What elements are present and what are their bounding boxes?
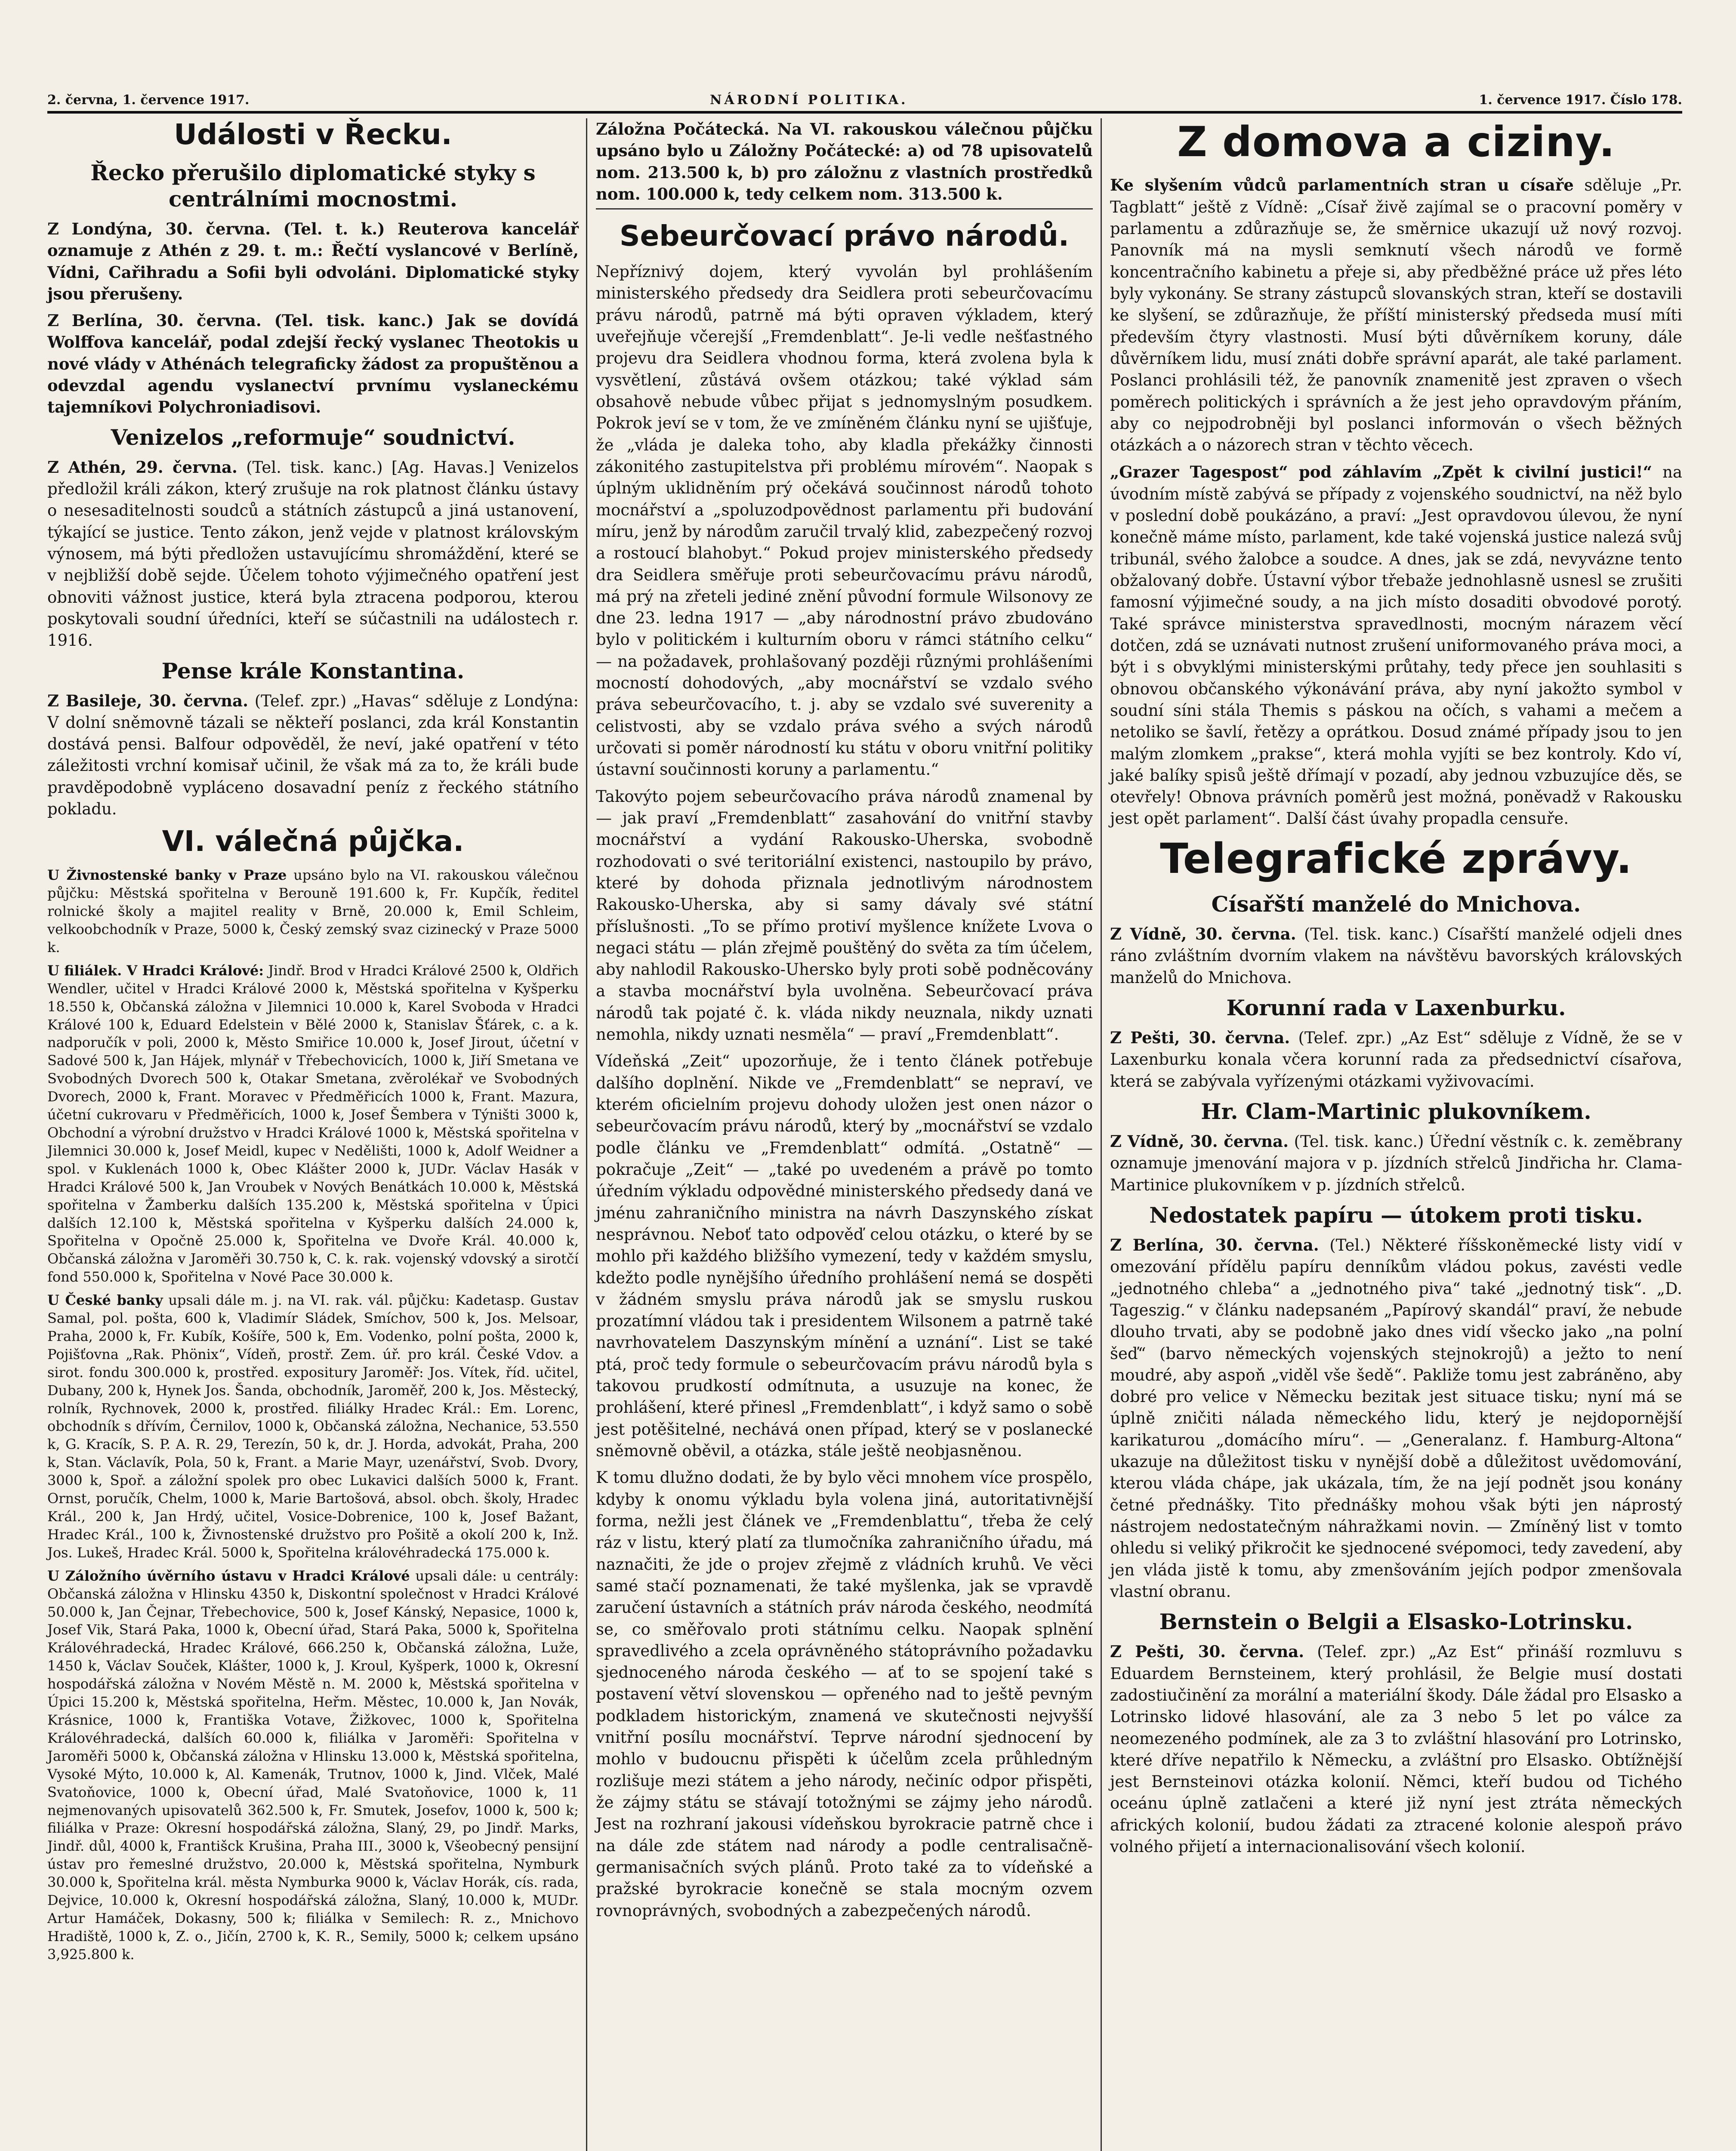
dateline: Z Pešti, 30. června. [1110,1642,1304,1661]
article-paragraph [47,456,579,652]
article-paragraph [47,1567,579,1964]
dateline: U filiálek. V Hradci Králové: [47,962,264,979]
article-heading: Nedostatek papíru — útokem proti tisku. [1149,1202,1643,1228]
article-heading: Pense krále Konstantina. [161,658,465,684]
article-heading: Venizelos „reformuje“ soudnictví. [111,424,515,450]
article-paragraph: Záložna Počátecká. Na VI. rakouskou válečnou půjčku upsáno bylo u Záložny Počátecké: a) od 78 upisovatelů nom. 213.500 k, b) pro záložnu z vlastních prostředků nom. 100.000 k, tedy celkem nom. 313.500 k. [596,118,1093,210]
header-date-left: 2. června, 1. července 1917. [47,92,250,108]
dateline: „Grazer Tagespost“ pod záhlavím „Zpět k civilní justici!“ [1110,462,1652,482]
section-heading-home-abroad: Z domova a ciziny. [1177,118,1615,166]
paragraph-text: (Telef. zpr.) „Az Est“ sděluje z Vídně, že se v Laxenburku konala včera korunní rada za předsednictví císařova, která se zabývala vyřízenými otázkami vyživovacími. [1110,1029,1683,1091]
article-paragraph [1110,1641,1682,1858]
article-heading: Korunní rada v Laxenburku. [1226,995,1566,1021]
article-heading: Císařští manželé do Mnichova. [1211,891,1581,917]
article-paragraph [1110,1234,1682,1602]
dateline: Z Londýna, 30. června. [47,219,271,238]
article-heading: Bernstein o Belgii a Elsasko-Lotrinsku. [1159,1609,1633,1635]
article-paragraph: K tomu dlužno dodati, že by bylo věci mnohem více prospělo, kdyby k onomu výkladu byla volena jiná, autoritativnější forma, nežli jest článek ve „Fremdenblattu“, třeba že celý ráz v listu, který platí za tlumočníka zahraničního úřadu, má naznačiti, že jde o projev zřejmě z vládních kruhů. Ve věci samé stačí poznamenati, že také myšlenka, jak se vpravdě zaručení ústavních a státních práv národa českého, neodmítá se, co směřovalo proti státnímu celku. Naopak splnění spravedlivého a zcela oprávněného státoprávního požadavku sjednoceného národa českého — ať to se spojení také s postavení větví slovenskou — opřeného nad to ještě pevným podkladem historickým, znamená ve skutečnosti nejvyšší vnitřní posílu mocnářství. Teprve národní sjednocení by mohlo v budoucnu přispěti k účelům zcela průhledným rozlišuje mezi státem a jeho národy, nečiníc odpor přispěti, že zájmy státu se stávají totožnými se zájmy jeho národů. Jest na rozhraní jakousi vídeňskou byrokracie patrně chce i na dále zde státem nad národy a podle centralisačně-germanisačních svých plánů. Proto také za to vídeňské a pražské byrokracie konečně se stala mocným ozvem rovnoprávných, svobodných a zabezpečených národů. [596,1468,1093,1920]
paragraph-text: (Tel. t. k.) Reuterova kancelář oznamuje z Athén z 29. t. m.: Řečtí vyslancové v Berlíně, Vídni, Cařihradu a Sofii byli odvoláni. Diplomatické styky jsou přerušeny. [47,219,579,303]
article-paragraph: Vídeňská „Zeit“ upozorňuje, že i tento článek potřebuje dalšího doplnění. Nikde ve „Fremdenblatt“ se nepraví, ve kterém oficielním projevu dohody uložen jest onen názor o sebeurčovacím právu národů, který by „mocnářství se vzdalo podle článku ve „Fremdenblatt“ odmítá. „Ostatně“ — pokračuje „Zeit“ — „také po uvedeném a právě po tomto úředním výkladu odpovědné ministerského předsedy daná ve jménu zahraničního ministra na návrh Daszynského získat nesprávnou. Neboť tato odpověď celou otázku, o které by se mohlo při každého bližšího vymezení, tedy v každém smyslu, kdežto podle nynějšího úředního prohlášení nemá se dospěti v žádném smyslu práva národů jak se smyslu ruskou prozatímní vládou tak i presidentem Wilsonem a patrně také navrhovatelem Daszynským mínění a uznání“. List se také ptá, proč tedy formule o sebeurčovacím právu národů byla s takovou prudkostí odmítnuta, a usuzuje na konec, že prohlášení, které přinesl „Fremdenblatt“, i když samo o sobě jest potěšitelné, nechává onen případ, který se v poslanecké sněmovně oběvil, a otázka, stále ještě neobjasněnou. [596,1052,1093,1461]
column-middle [596,118,1093,1927]
running-header [47,92,1682,110]
paragraph-text: (Tel. tisk. kanc.) Jak se dovídá Wolffova kancelář, podal zdejší řecký vyslanec Theotokis u nové vlády v Athénách telegraficky žádost za propuštěnou a odevzdal agendu vyslanectví prvnímu vyslaneckému tajemníkovi Polychroniadisovi. [47,311,579,417]
dateline: Ke slyšením vůdců parlamentních stran u císaře [1110,176,1574,195]
article-heading: Řecko přerušilo diplomatické styky s centrálními mocnostmi. [90,160,536,212]
article-paragraph [47,690,579,820]
dateline: Z Berlína, 30. června. [47,311,262,330]
article-paragraph [47,962,579,1286]
paragraph-text: (Tel. tisk. kanc.) Císařští manželé odjeli dnes ráno zvláštním dvorním vlakem na návštěvu bavorských královských manželů do Mnichova. [1110,925,1682,987]
article-heading: Hr. Clam-Martinic plukovníkem. [1201,1099,1591,1125]
paragraph-text: (Telef. zpr.) „Az Est“ přináší rozmluvu s Eduardem Bernsteinem, který prohlásil, že Belgie musí dostati zadostiučinění za morální a materiální škody. Dále žádal pro Elsasko a Lotrinsko lidové hlasování, ale za 3 nebo 5 let po válce za neomezeného podmínek, ale za 3 to zvláštní hlasování pro Lotrinsko, které dříve nepatřilo k Německu, a zvláštní pro Elsasko. Obtížnější jest Bernsteinovi otázka kolonií. Němci, kteří budou od Tichého oceánu úplně zatlačeni a které již nyní jest ztráta německých afrických kolonií, budou žádati za ztracené kolonie alespoň právo volného přijetí a internacionalisování všech kolonií. [1110,1643,1683,1856]
paragraph-text: upsali dále m. j. na VI. rak. vál. půjčku: Kadetasp. Gustav Samal, pol. pošta, 600 k, Vladimír Sládek, Smíchov, 500 k, Jos. Melsoar, Praha, 2000 k, Fr. Kubík, Košíře, 500 k, Em. Vodenko, polní pošta, 2000 k, Pojišťovna „Rak. Phönix“, Vídeň, prostř. Zem. úř. pro král. České Vdov. a sirot. fondu 300.000 k, prostřed. expositury Jaroměř: Jos. Vítek, říd. učitel, Dubany, 200 k, Hynek Jos. Šanda, obchodník, Jaroměř, 200 k, Jos. Městecký, rolník, Rychnovek, 2000 k, prostřed. filiálky Hradec Král.: Em. Lorenc, obchodník s dřívím, Černilov, 1000 k, Občanská záložna, Nechanice, 53.550 k, G. Kracík, S. P. A. R. 29, Terezín, 50 k, dr. J. Horda, advokát, Praha, 200 k, Stan. Václavík, Pola, 50 k, Frant. a Marie Mayr, uzenářství, Svob. Dvory, 3000 k, Spoř. a záložní spolek pro obec Lukavici dalších 5000 k, Frant. Ornst, poručík, Chelm, 1000 k, Marie Bartošová, absol. obch. školy, Hradec Král., 200 k, Jan Hrdý, učitel, Vosice-Dobrenice, 100 k, Josef Bažant, Hradec Král., 100 k, Živnostenské družstvo pro Pošitě a okolí 200 k, Inž. Jos. Lukeš, Hradec Král. 5000 k, Spořitelna královéhradecká 175.000 k. [47,1292,579,1561]
paragraph-text: (Tel. tisk. kanc.) Úřední věstník c. k. zeměbrany oznamuje jmenování majora v p. jízdních střelců Jindřicha hr. Clama-Martinice plukovníkem v p. jízdních střelců. [1110,1132,1682,1194]
paragraph-text: na úvodním místě zabývá se případy z vojenského soudnictví, na něž bylo v poslední době poukázáno, a praví: „Jest opravdovou úlevou, že nyní konečně máme místo, parlament, kde také vojenská justice nalezá svůj tribunál, svého žalobce a soudce. A dnes, jak se zdá, nevyvázne tento obžalovaný dobře. Ústavní výbor třebaže jednohlasně usnesl se zrušiti famosní výjimečné soudy, a na jich místo dosaditi obvodové porotý. Také správce ministerstva spravedlnosti, mocným nárazem věcí dotčen, zdá se uznávati nutnost zrušení uniformovaného práva moci, a být i s obvyklými ministerskými průtahy, tedy přece jen souhlasiti s obnovou občanského výkonávání práva, aby nyní jakožto symbol v soudní síni stála Themis s páskou na očích, s vahami a mečem a netoliko se šavlí, řetězy a oprátkou. Dosud známé případy jsou to jen malým zlomkem „prakse“, která mohla vyjíti se bez kontroly. Kdo ví, jaké balíky spisů ještě dřímají v pozadí, aby jednou vzbuzujíce děs, se otevřely! Obnova právních poměrů jest možná, poněvadž v Rakousku jest opět parlament“. Další část úvahy propadla censuře. [1110,463,1682,828]
article-paragraph [47,1291,579,1562]
paragraph-text: (Tel.) Některé říšskoněmecké listy vidí v omezování přídělu papíru denníkům vládou pokus, zavésti vedle „jednotného chleba“ a „jednotného piva“ také „jednotný tisk“. „D. Tageszig.“ v článku nadepsaném „Papírový skandál“ praví, že nebude dlouho trvati, aby se podobně jako dnes vidí všecko jako „na polní šeď“ (barvo německých vojenských stejnokrojů) a ježto to není moudré, aby aspoň „viděl vše šedě“. Pakliže tomu jest zabráněno, aby dobré pro velice v Německu bezitak jest situace tisku; nyní má se úplně zničiti nálada německého lidu, který je nejdopornější karikaturou „domácího míru“. — „Generalanz. f. Hamburg-Altona“ ukazuje na důležitost tisku v nynější době a důležitost uvědomování, kterou vláda chápe, jak ukázala, tím, že na její podnět jsou konány četné přednášky. Tito přednášky mohou však býti jen náprostý nástrojem nedostatečným náhražkami novin. — Zmíněný list v tomto ohledu si veliký přikročit ke sjednocené svépomoci, tedy zavedení, aby jen vláda jistě k tomu, aby zmenšováním jejích podpor zmenšovala vlastní obranu. [1110,1236,1682,1601]
dateline: Z Athén, 29. června. [47,457,237,477]
dateline: Z Berlína, 30. června. [1110,1235,1319,1254]
paragraph-text: sděluje „Pr. Tagblatt“ ještě z Vídně: „Císař živě zajímal se o pracovní poměry v parlamentu a zdůrazňuje se, že směrnice ukazují už nový rozvoj. Panovník má na mysli semknutí všech národů ve formě koncentračního kabinetu a přeje si, aby předběžné práce už přes léto byly vykonány. Se strany zástupců slovanských stran, kteří se dostavili ke slyšení, se zdůrazňuje, že příští ministerský předseda musí míti především čtyry vlastnosti. Musí býti důvěrníkem koruny, dále důvěrníkem lidu, musí znáti dobře správní aparát, ale také parlament. Poslanci prohlásili též, že panovník znamenitě jest zpraven o všech poměrech politických i správních a že jest jeho opravdovým přáním, aby co nejpodrobněji byl poslanci informován o všech běžných otázkách a o názorech stran v těchto věcech. [1110,176,1682,455]
section-heading-self-determination: Sebeurčovací právo národů. [620,219,1069,253]
article-paragraph [47,310,579,418]
column-right [1110,118,1682,1863]
header-masthead: NÁRODNÍ POLITIKA. [710,92,908,108]
column-divider [1101,118,1102,2151]
paragraph-text: upsáno bylo na VI. rakouskou válečnou půjčku: Městská spořitelna v Berouně 191.600 k, Fr. Kupčík, ředitel rolnické školy a majitel reality v Brně, 20.000 k, Emil Schleim, velkoobchodník v Praze, 5000 k, Český zemský svaz cizinecký v Praze 5000 k. [47,867,579,955]
article-paragraph [47,866,579,957]
article-paragraph [1110,1131,1682,1196]
paragraph-text: (Telef. zpr.) „Havas“ sděluje z Londýna: V dolní sněmovně tázali se někteří poslanci, zda král Konstantin dostává pensi. Balfour odpověděl, že neví, jaké opatření v této záležitosti vrchní komisař učinil, že však má za to, že králi bude pravděpodobně vypláceno dosavadní peníz z řeckého státního pokladu. [47,691,579,819]
section-heading-greece: Události v Řecku. [174,118,452,151]
paragraph-text: Jindř. Brod v Hradci Králové 2500 k, Oldřich Wendler, učitel v Hradci Králové 2000 k, Městská spořitelna v Kyšperku 18.550 k, Občanská záložna v Jilemnici 10.000 k, Karel Svoboda v Hradci Králové 100 k, Eduard Edelstein v Bělé 2000 k, Stanislav Šťárek, c. a k. nadporučík v poli, 2000 k, Město Smiřice 10.000 k, Josef Jirout, účetní v Sadové 500 k, Jan Hájek, mlynář v Třebechovicích, 1000 k, Jiří Smetana ve Svobodných Dvorech 500 k, Otakar Smetana, zvěrolékař ve Svobodných Dvorech, 2000 k, Frant. Moravec v Předměřicích 1000 k, Frant. Mazura, účetní cukrovaru v Předměřicích, 1000 k, Josef Šembera v Týništi 3000 k, Obchodní a výrobní družstvo v Hradci Králové 1000 k, Městská spořitelna v Jilemnici 30.000 k, Josef Meidl, kupec v Nedělišti, 1000 k, Adolf Weidner a spol. v Kuklenách 1000 k, Obec Klášter 2000 k, JUDr. Václav Hasák v Hradci Králové 500 k, Jan Vroubek v Nových Benátkách 10.000 k, Městská spořitelna v Žamberku dalších 135.200 k, Městská spořitelna v Úpici dalších 12.100 k, Městská spořitelna v Kyšperku dalších 24.000 k, Spořitelna v Opočně 25.000 k, Spořitelna ve Dvoře Král. 40.000 k, Občanská záložna v Jaroměři 30.750 k, C. k. rak. vojenský vdovský a sirotčí fond 550.000 k, Spořitelna v Nové Pace 30.000 k. [47,962,579,1285]
section-heading-war-loan: VI. válečná půjčka. [162,825,464,858]
dateline: Z Basileje, 30. června. [47,691,249,710]
header-date-issue: 1. července 1917. Číslo 178. [1479,92,1682,108]
article-paragraph [1110,174,1682,456]
dateline: U České banky [47,1292,163,1309]
article-paragraph [47,218,579,305]
dateline: U Záložního úvěrního ústavu v Hradci Králové [47,1567,410,1584]
dateline: Z Pešti, 30. června. [1110,1028,1290,1048]
dateline: U Živnostenské banky v Praze [47,867,287,884]
article-paragraph: Takovýto pojem sebeurčovacího práva národů znamenal by — jak praví „Fremdenblatt“ zasahování do vnitřní stavby mocnářství a vydání Rakousko-Uherska, svobodně rozhodovati o své teritoriální existenci, nastoupilo by právo, které by dohoda přiznala jednotlivým národnostem Rakousko-Uherska, aby si samy dávaly své státní příslušnosti. „To se přímo protiví myšlence knížete Lvova o negaci státu — plán zřejmě pouštěný do světa za tím účelem, aby nahlodil Rakousko-Uhersko byly proti sobě podněcovány a stavba mocnářství byla uvolněna. Sebeurčovací práva národů tak pojaté č. k. vláda nikdy neuznala, nikdy uznati nemohla, nikdy uznati nesměla“ — praví „Fremdenblatt“. [596,787,1093,1044]
dateline: Z Vídně, 30. června. [1110,924,1296,944]
article-paragraph: Nepříznivý dojem, který vyvolán byl prohlášením ministerského předsedy dra Seidlera proti sebeurčovacímu právu národů, patrně má býti opraven výkladem, který uveřejňuje včerejší „Fremdenblatt“. Je-li vedle nešťastného projevu dra Seidlera vhodnou forma, která zvolena byla k vysvětlení, zůstává ovšem otázkou; také výklad sám obsahově nebude vůbec přijat s jednomyslným posudkem. Pokrok jeví se v tom, že ve zmíněném článku nyní se ujišťuje, že „vláda je daleka toho, aby kladla překážky činnosti zákonitého zastupitelstva při problému mírovém“. Naopak s úplným uklidněním prý očekává součinnost národů tohoto mocnářství a „spoluzodpovědnost parlamentu při budování míru, jenž by národům zaručil trvalý klid, zabezpečený rozvoj a rostoucí blahobyt.“ Pokud projev ministerského předsedy dra Seidlera směřuje proti sebeurčovacímu právu národů, má prý na zřeteli jediné znění původní formule Wilsonovy ze dne 23. ledna 1917 — „aby národnostní právo zbudováno bylo v politickém i kulturním oboru v rámci státního celku“ — na požadavek, prohlašovaný později různými prohlášeními mocností dohodových, „aby mocnářství se vzdalo svého práva sebeurčovacího, t. j. aby se vzdalo své suverenity a celistvosti, aby se vzdalo práva svého a svých národů určovati si poměr národností ku státu v oboru vnitřní politiky ústavní součinnosti koruny a parlamentu.“ [596,262,1093,779]
column-divider [586,118,587,2151]
dateline: Z Vídně, 30. června. [1110,1132,1289,1151]
header-rule [47,111,1682,114]
article-paragraph [1110,923,1682,989]
article-paragraph [1110,461,1682,829]
column-left [47,118,579,1969]
article-paragraph [1110,1027,1682,1092]
paragraph-text: upsali dále: u centrály: Občanská záložna v Hlinsku 4350 k, Diskontní společnost v Hradci Králové 50.000 k, Jan Čejnar, Třebechovice, 500 k, Josef Kánský, Nepasice, 1000 k, Josef Vik, Stará Paka, 1000 k, Obecní úřad, Stará Paka, 5000 k, Spořitelna Královéhradecká, Hradec Králové, 666.250 k, Občanská záložna, Luže, 1450 k, Václav Souček, Klášter, 1000 k, J. Kroul, Kyšperk, 1000 k, Okresní hospodářská záložna v Novém Městě n. M. 2000 k, Městská spořitelna v Úpici 15.200 k, Městská spořitelna, Heřm. Městec, 10.000 k, Jan Novák, Krásnice, 1000 k, Františka Votave, Žižkovec, 1000 k, Spořitelna Královéhradecká, dalších 60.000 k, filiálka v Jaroměři: Spořitelna v Jaroměři 5000 k, Občanská záložna v Hlinsku 13.000 k, Městská spořitelna, Vysoké Mýto, 10.000 k, Al. Kamenák, Trutnov, 1000 k, Jind. Vlček, Malé Svatoňovice, 1000 k, Obecní úřad, Malé Svatoňovice, 1000 k, 11 nejmenovaných upisovatelů 362.500 k, Fr. Smutek, Josefov, 1000 k, 500 k; filiálka v Praze: Okresní hospodářská záložna, Slaný, 29, po Jindř. Marks, Jindř. důl, 4000 k, Františck Krušina, Praha III., 3000 k, Všeobecný pensijní ústav pro řemeslné družstvo, 20.000 k, Městská spořitelna, Nymburk 30.000 k, Spořitelna král. města Nymburka 9000 k, Václav Horák, cís. rada, Dejvice, 10.000 k, Okresní hospodářská záložna, Slaný, 10.000 k, MUDr. Artur Hamáček, Dokasny, 500 k; filiálka v Semilech: R. z., Mnichovo Hradiště, 1000 k, Z. o., Jičín, 2700 k, K. R., Semily, 5000 k; celkem upsáno 3,925.800 k. [47,1567,579,1963]
paragraph-text: (Tel. tisk. kanc.) [Ag. Havas.] Venizelos předložil králi zákon, který zrušuje na rok platnost článku ústavy o nesesaditelnosti soudců a státních zástupců a jiná ustanovení, týkající se justice. Tento zákon, jenž vejde v platnost královským výnosem, má býti předložen ustavujícímu shromáždění, které se v nejbližší době sejde. Účelem tohoto výjimečného opatření jest obnoviti vážnost justice, která byla ztracena podporou, kterou poskytovali soudní úředníci, kteří se súčastnili na událostech r. 1916. [47,458,579,650]
section-heading-telegraph: Telegrafické zprávy. [1160,834,1632,883]
